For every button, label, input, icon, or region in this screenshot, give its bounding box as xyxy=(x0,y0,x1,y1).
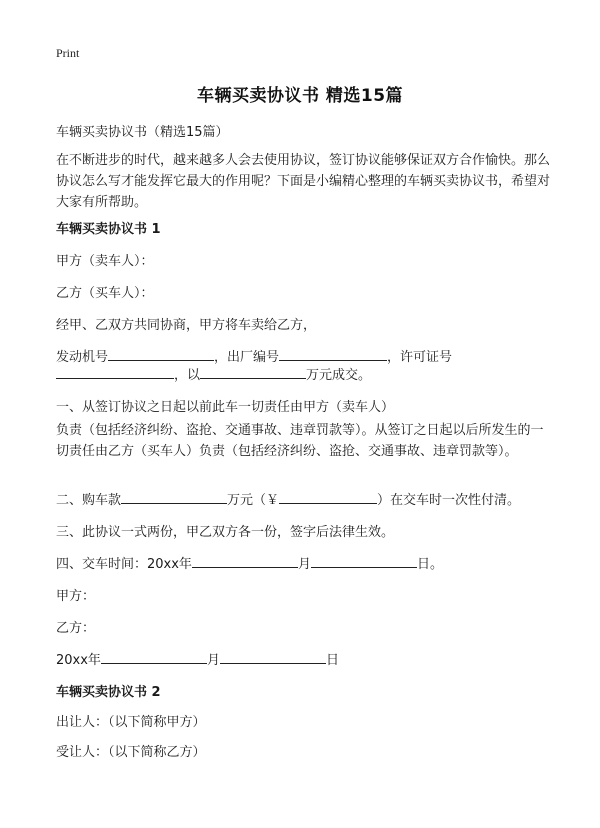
deal-label: 万元成交。 xyxy=(306,368,372,383)
clause-3-line: 三、此协议一式两份，甲乙双方各一份，签字后法律生效。 xyxy=(56,525,395,540)
sign-month-label: 月 xyxy=(206,653,220,668)
price-line xyxy=(56,364,371,383)
agreement-line: 经甲、乙双方共同协商，甲方将车卖给乙方， xyxy=(56,318,317,333)
payment-amount-blank[interactable] xyxy=(121,490,227,504)
delivery-month-blank[interactable] xyxy=(192,554,298,568)
vehicle-details-line xyxy=(56,346,452,365)
delivery-day-label: 日。 xyxy=(416,557,443,572)
seller-line: 出让人：（以下简称甲方） xyxy=(56,715,206,730)
factory-no-label: ，出厂编号 xyxy=(214,350,280,365)
party-a-line: 甲方（卖车人）： xyxy=(56,254,154,269)
section-1-heading: 车辆买卖协议书 1 xyxy=(56,222,161,237)
buyer-line: 受让人：（以下简称乙方） xyxy=(56,745,206,760)
engine-no-blank[interactable] xyxy=(108,347,214,361)
sign-b-line: 乙方： xyxy=(56,621,96,636)
sign-day-blank[interactable] xyxy=(220,650,326,664)
delivery-day-blank[interactable] xyxy=(311,554,417,568)
intro-paragraph: 在不断进步的时代，越来越多人会去使用协议，签订协议能够保证双方合作愉快。那么协议怎么写才能发挥它最大的作用呢？下面是小编精心整理的车辆买卖协议书，希望对大家有所帮助。 xyxy=(56,153,551,210)
with-label: ，以 xyxy=(174,368,201,383)
clause-2-line xyxy=(56,489,520,508)
payment-terms-label: ）在交车时一次性付清。 xyxy=(377,493,521,508)
section-2-heading: 车辆买卖协议书 2 xyxy=(56,685,161,700)
sign-month-blank[interactable] xyxy=(101,650,207,664)
document-title: 车辆买卖协议书 精选15篇 xyxy=(196,86,404,106)
permit-no-label: ，许可证号 xyxy=(387,350,453,365)
party-b-line: 乙方（买车人）： xyxy=(56,286,154,301)
sign-day-label: 日 xyxy=(325,653,339,668)
price-blank[interactable] xyxy=(200,365,306,379)
permit-no-blank[interactable] xyxy=(56,365,174,379)
delivery-year-label: 四、交车时间：20xx年 xyxy=(56,557,192,572)
print-label[interactable]: Print xyxy=(56,46,80,60)
clause-4-line xyxy=(56,553,443,572)
clause-1-paragraph: 负责（包括经济纠纷、盗抢、交通事故、违章罚款等）。从签订之日起以后所发生的一切责任由乙方（买车人）负责（包括经济纠纷、盗抢、交通事故、违章罚款等）。 xyxy=(56,423,544,459)
clause-1-line: 一、从签订协议之日起以前此车一切责任由甲方（卖车人） xyxy=(56,400,395,415)
subtitle: 车辆买卖协议书（精选15篇） xyxy=(56,125,229,140)
payment-yuan-label: 万元（￥ xyxy=(227,493,280,508)
sign-year-label: 20xx年 xyxy=(56,653,101,668)
factory-no-blank[interactable] xyxy=(279,347,387,361)
payment-figure-blank[interactable] xyxy=(279,490,377,504)
sign-date-line xyxy=(56,649,339,668)
sign-a-line: 甲方： xyxy=(56,589,96,604)
delivery-month-label: 月 xyxy=(297,557,311,572)
payment-label: 二、购车款 xyxy=(56,493,122,508)
engine-no-label: 发动机号 xyxy=(56,350,109,365)
